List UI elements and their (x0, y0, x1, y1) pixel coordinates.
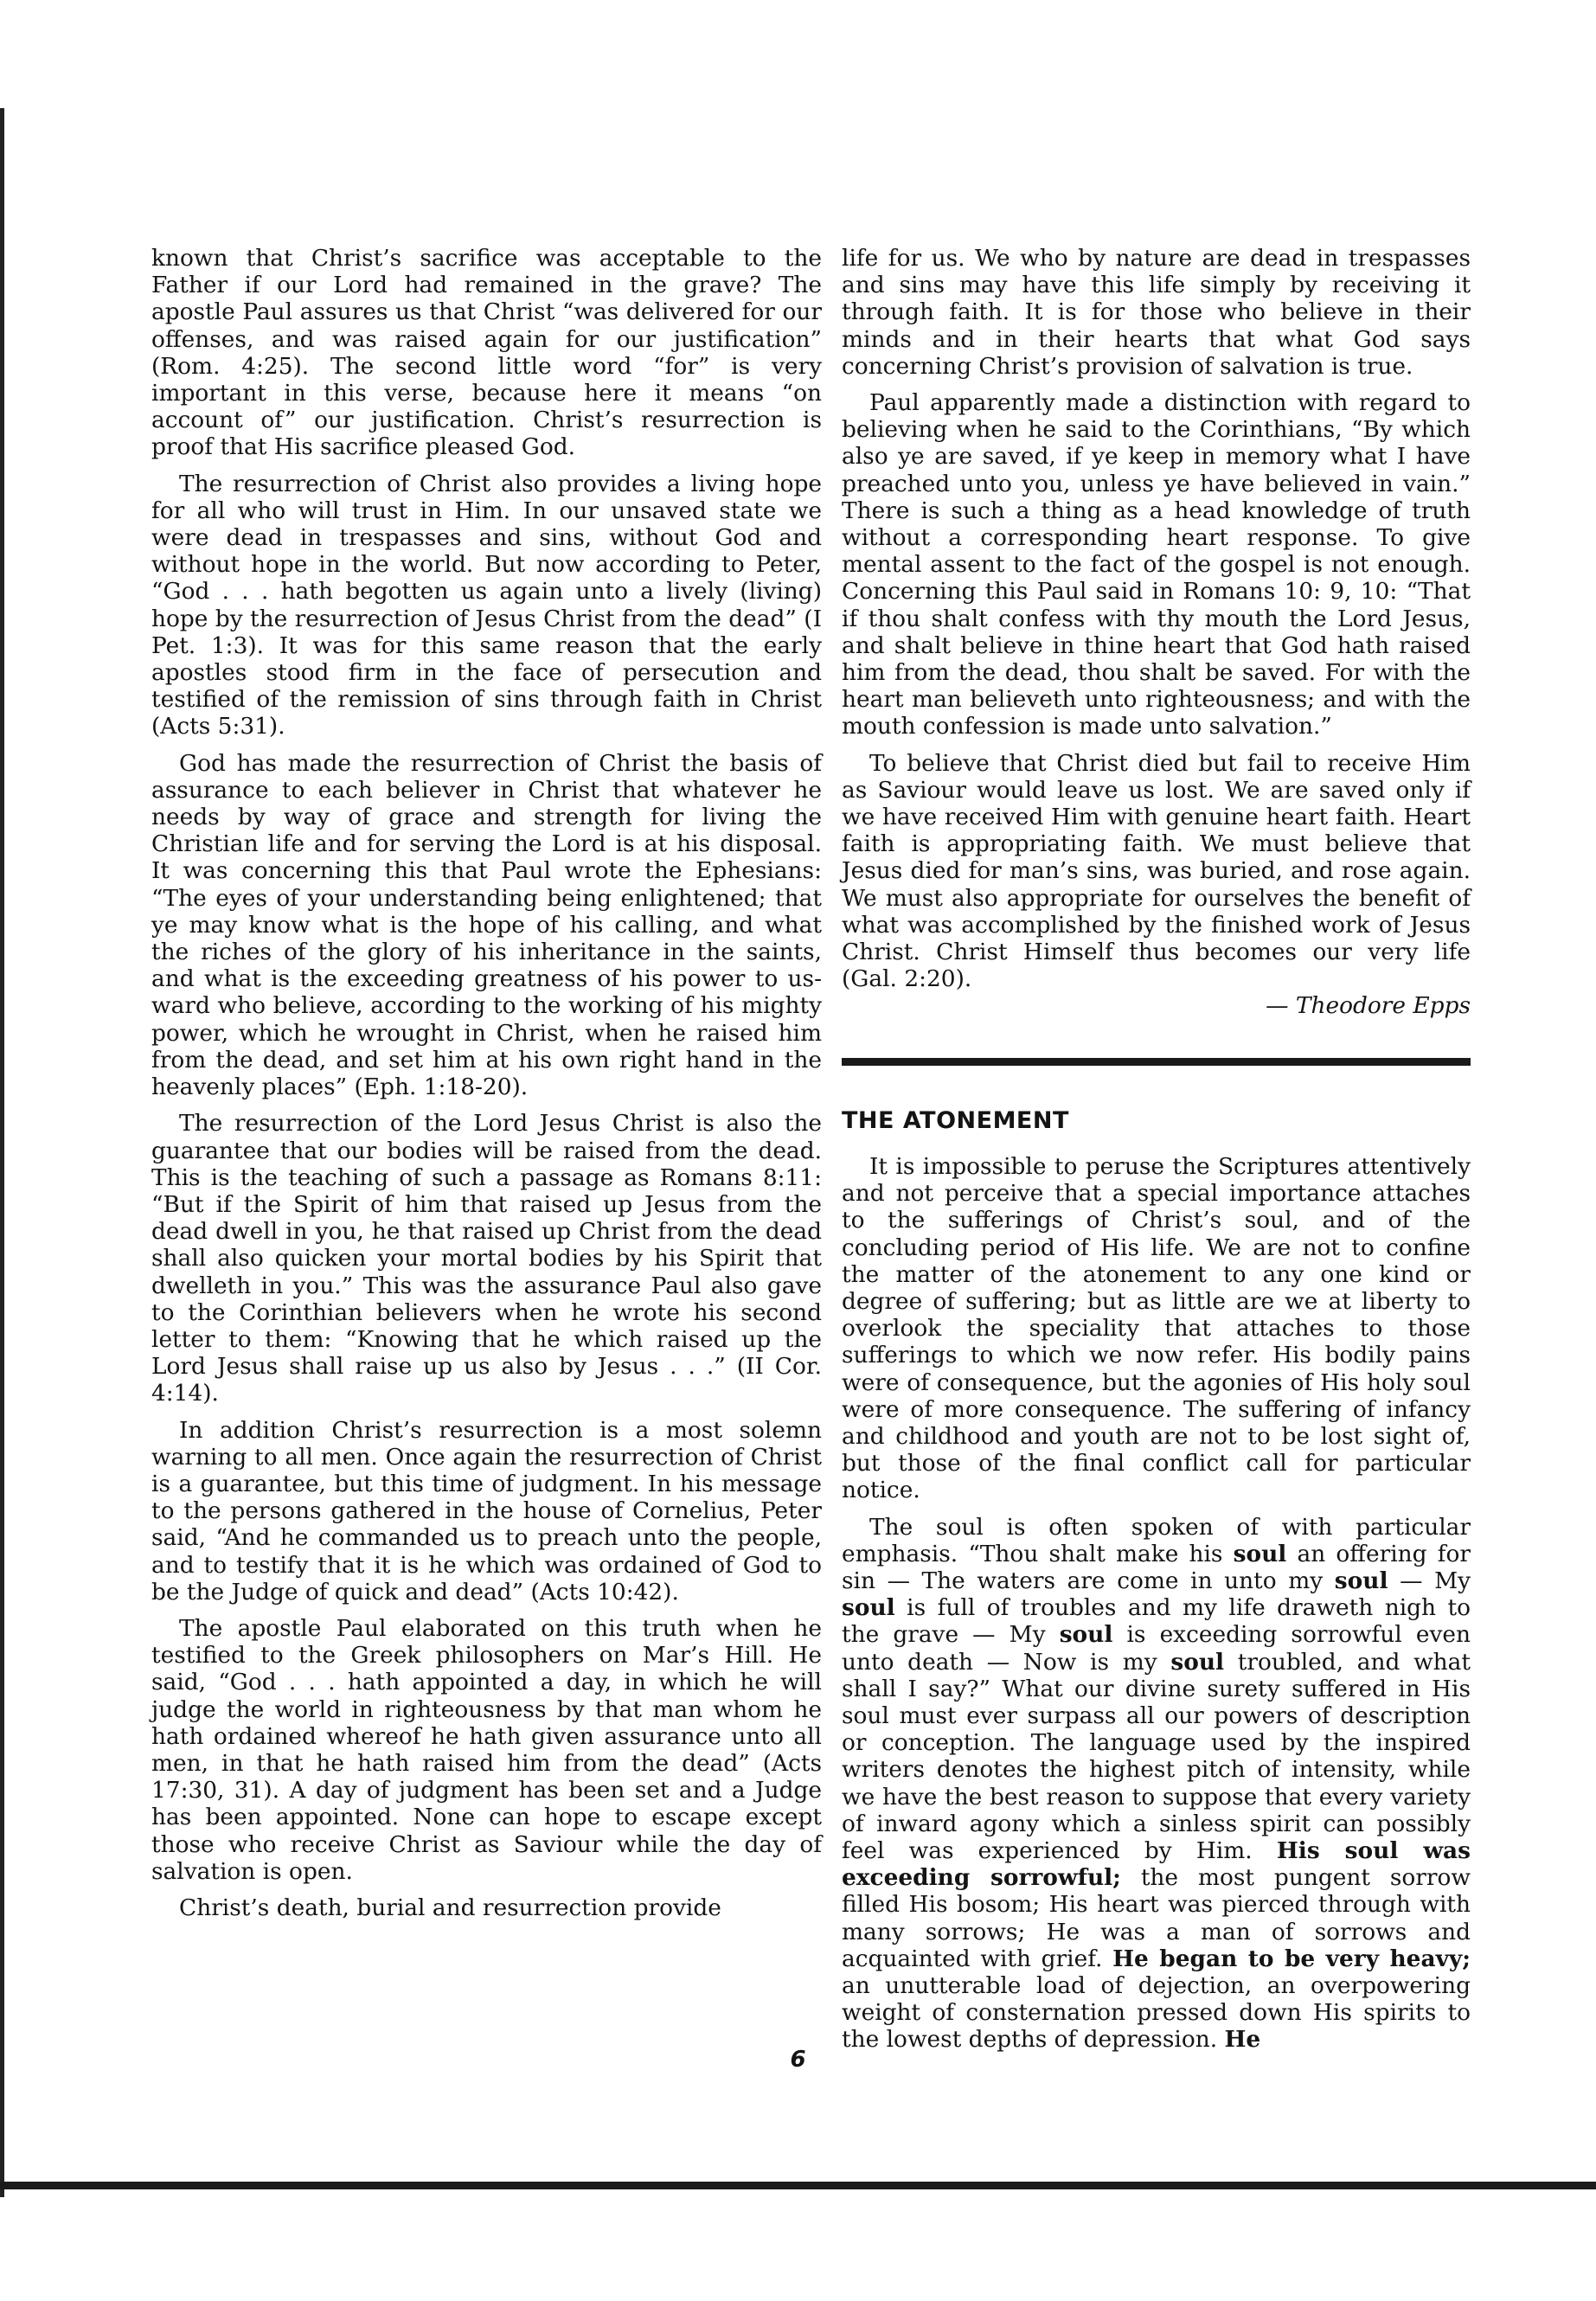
section-divider (842, 1058, 1471, 1066)
atonement-paragraph-2 (842, 1514, 1471, 2054)
text-run: The soul is often spoken of with particular emphasis. “Thou shalt make his (842, 1513, 1471, 1567)
page-number: 6 (790, 2047, 806, 2073)
text-run: is exceeding sorrowful even unto death — Now is my (842, 1621, 1471, 1676)
text-run: the most pungent sorrow filled His bosom; His heart was pierced through with many sorrows; He was a man of sorrows and acquainted with grief. (842, 1864, 1471, 1972)
left-paragraph-1: known that Christ’s sacrifice was acceptable to the Father if our Lord had remained in the grave? The apostle Paul assures us that Christ “was delivered for our offenses, and was raised again for our justification” (Rom. 4:25). The second little word “for” is very important in this verse, because here it means “on account of” our justification. Christ’s resurrection is proof that His sacrifice pleased God. (151, 245, 822, 461)
bold-run: He (1224, 2026, 1261, 2054)
left-paragraph-2: The resurrection of Christ also provides a living hope for all who will trust in Him. In our unsaved state we were dead in trespasses and sins, without God and without hope in the world. But now according to Peter, “God . . . hath begotten us again unto a lively (living) hope by the resurrection of Jesus Christ from the dead” (I Pet. 1:3). It was for this same reason that the early apostles stood firm in the face of persecution and testified of the remission of sins through faith in Christ (Acts 5:31). (151, 470, 822, 740)
left-paragraph-5: In addition Christ’s resurrection is a most solemn warning to all men. Once again the resurrection of Christ is a guarantee, but this time of judgment. In his message to the persons gathered in the house of Cornelius, Peter said, “And he commanded us to preach unto the people, and to testify that it is he which was ordained of God to be the Judge of quick and dead” (Acts 10:42). (151, 1416, 822, 1606)
author-signature: — Theodore Epps (1266, 992, 1471, 1020)
bottom-rule (0, 2182, 1596, 2189)
left-column (151, 245, 822, 1931)
right-paragraph-1: life for us. We who by nature are dead in trespasses and sins may have this life simply by receiving it through faith. It is for those who believe in their minds and in their hearts that what God says concerning Christ’s provision of salvation is true. (842, 245, 1471, 380)
scan-left-border (0, 108, 4, 2197)
right-paragraph-3: To believe that Christ died but fail to receive Him as Saviour would leave us lost. We are saved only if we have received Him with genuine heart faith. Heart faith is appropriating faith. We must believe that Jesus died for man’s sins, was buried, and rose again. We must also appropriate for ourselves the benefit of what was accomplished by the finished work of Jesus Christ. Christ Himself thus becomes our very life (Gal. 2:20). (842, 749, 1471, 993)
text-run: is full of troubles and my life draweth nigh to the grave — My (842, 1594, 1471, 1649)
section-heading-atonement: THE ATONEMENT (842, 1106, 1069, 1134)
text-run: troubled, and what shall I say?” What our divine surety suffered in His soul must ever surpass all our powers of description or conception. The language used by the inspired writers denotes the highest pitch of intensity, while we have the best reason to suppose that every variety of inward agony which a sinless spirit can possibly feel was experienced by Him. (842, 1648, 1471, 1864)
text-run: — My (1388, 1567, 1471, 1594)
left-paragraph-7: Christ’s death, burial and resurrection provide (179, 1894, 721, 1921)
right-column (842, 245, 1471, 2063)
atonement-paragraph-1: It is impossible to peruse the Scriptures attentively and not perceive that a special importance attaches to the sufferings of Christ’s soul, and of the concluding period of His life. We are not to confine the matter of the atonement to any one kind or degree of suffering; but as little are we at liberty to overlook the speciality that attaches to those sufferings to which we now refer. His bodily pains were of consequence, but the agonies of His holy soul were of more consequence. The suffering of infancy and childhood and youth are not to be lost sight of, but those of the final conflict call for particular notice. (842, 1152, 1471, 1504)
left-paragraph-4: The resurrection of the Lord Jesus Christ is also the guarantee that our bodies will be raised from the dead. This is the teaching of such a passage as Romans 8:11: “But if the Spirit of him that raised up Jesus from the dead dwell in you, he that raised up Christ from the dead shall also quicken your mortal bodies by his Spirit that dwelleth in you.” This was the assurance Paul also gave to the Corinthian believers when he wrote his second letter to them: “Knowing that he which raised up the Lord Jesus shall raise up us also by Jesus . . .” (II Cor. 4:14). (151, 1110, 822, 1407)
bold-run: soul (1334, 1567, 1388, 1594)
bold-run: He began to be very heavy; (1112, 1945, 1471, 1972)
text-run: an unutterable load of dejection, an overpowering weight of consternation pressed down His spirits to the lowest depths of depression. (842, 1971, 1471, 2054)
bold-run: His soul was exceeding sorrowful; (842, 1836, 1471, 1892)
right-paragraph-2: Paul apparently made a distinction with regard to believing when he said to the Corinthians, “By which also ye are saved, if ye keep in memory what I have preached unto you, unless ye have believed in vain.” There is such a thing as a head knowledge of truth without a corresponding heart response. To give mental assent to the fact of the gospel is not enough. Concerning this Paul said in Romans 10: 9, 10: “That if thou shalt confess with thy mouth the Lord Jesus, and shalt believe in thine heart that God hath raised him from the dead, thou shalt be saved. For with the heart man believeth unto righteousness; and with the mouth confession is made unto salvation.” (842, 389, 1471, 740)
bold-run: soul (842, 1594, 895, 1622)
left-paragraph-3: God has made the resurrection of Christ the basis of assurance to each believer in Christ that whatever he needs by way of grace and strength for living the Christian life and for serving the Lord is at his disposal. It was concerning this that Paul wrote the Ephesians: “The eyes of your understanding being enlightened; that ye may know what is the hope of his calling, and what the riches of the glory of his inheritance in the saints, and what is the exceeding greatness of his power to us-ward who believe, according to the working of his mighty power, which he wrought in Christ, when he raised him from the dead, and set him at his own right hand in the heavenly places” (Eph. 1:18-20). (151, 749, 822, 1101)
left-paragraph-6: The apostle Paul elaborated on this truth when he testified to the Greek philosophers on Mar’s Hill. He said, “God . . . hath appointed a day, in which he will judge the world in righteousness by that man whom he hath ordained whereof he hath given assurance unto all men, in that he hath raised him from the dead” (Acts 17:30, 31). A day of judgment has been set and a Judge has been appointed. None can hope to escape except those who receive Christ as Saviour while the day of salvation is open. (151, 1614, 822, 1885)
bold-run: soul (1170, 1648, 1225, 1676)
bold-run: soul (1233, 1540, 1287, 1567)
text-run: an offering for sin — The waters are come in unto my (842, 1540, 1471, 1594)
bold-run: soul (1059, 1621, 1113, 1649)
